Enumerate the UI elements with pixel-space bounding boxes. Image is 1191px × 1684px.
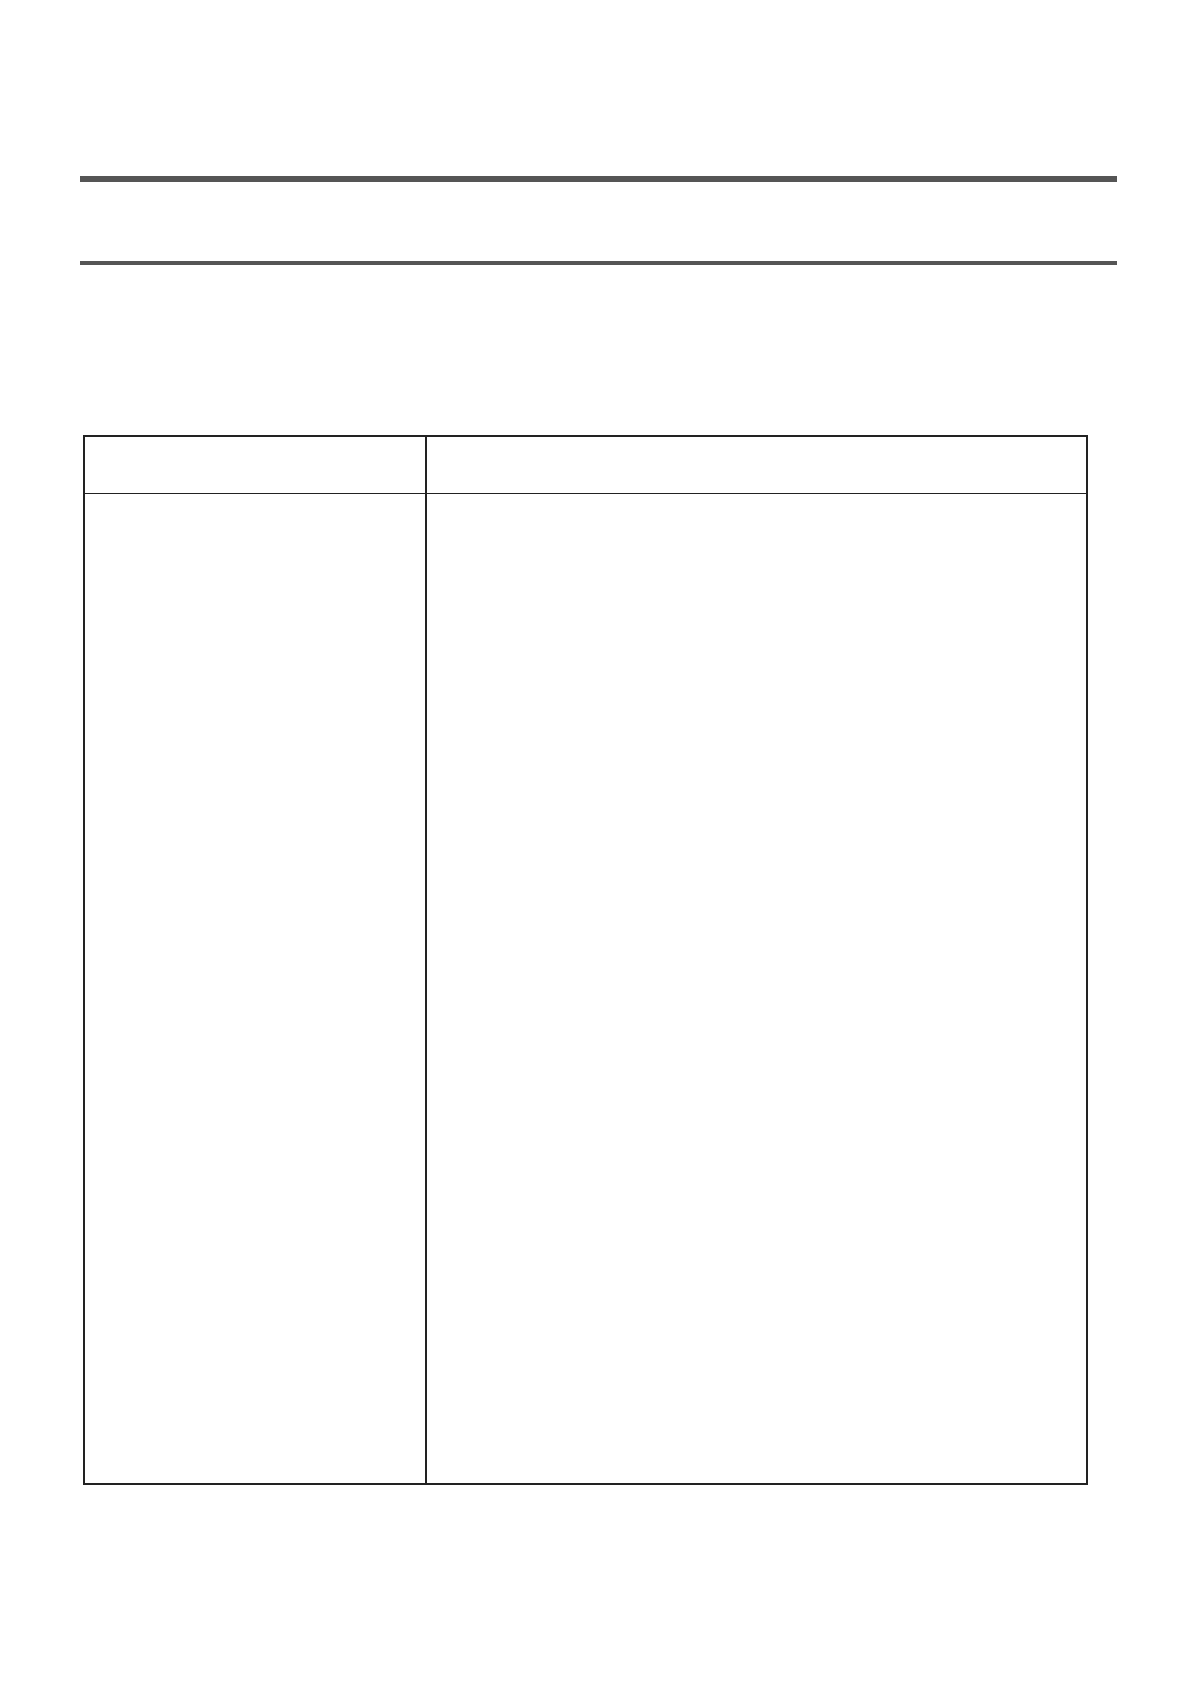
column-header-solutions — [427, 437, 1086, 493]
title-divider — [80, 176, 1117, 182]
table-header-row — [85, 437, 1086, 494]
troubleshooting-table — [83, 435, 1088, 1485]
section-divider — [80, 261, 1117, 265]
column-divider — [425, 437, 427, 1483]
column-header-symptoms — [85, 437, 425, 493]
